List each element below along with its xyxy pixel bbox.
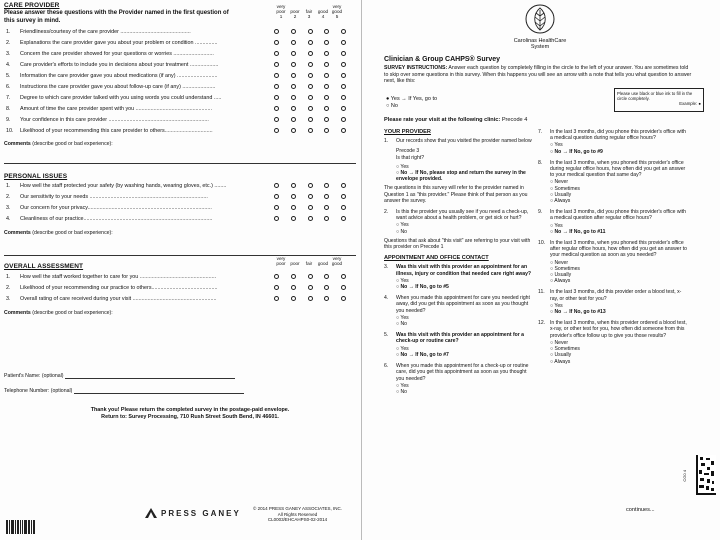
question-1-confirm: Is that right? bbox=[396, 154, 425, 161]
rating-bubble-5[interactable] bbox=[341, 285, 346, 290]
datamatrix-code bbox=[696, 455, 716, 495]
rating-bubble-1[interactable] bbox=[274, 106, 279, 111]
survey-column-right bbox=[538, 129, 688, 365]
q11-yes-option[interactable]: ○ Yes bbox=[550, 302, 563, 309]
continues-label: continues... bbox=[626, 507, 655, 513]
patient-name-field[interactable]: Patient's Name: (optional) bbox=[4, 373, 235, 379]
rating-bubble-1[interactable] bbox=[274, 84, 279, 89]
rating-bubble-3[interactable] bbox=[308, 128, 313, 133]
comments-line bbox=[4, 163, 356, 164]
rating-bubble-2[interactable] bbox=[291, 205, 296, 210]
brand-name: Carolinas HealthCare System bbox=[513, 38, 567, 50]
rating-bubble-1[interactable] bbox=[274, 205, 279, 210]
rating-bubble-3[interactable] bbox=[308, 40, 313, 45]
rating-bubble-5[interactable] bbox=[341, 95, 346, 100]
rating-bubble-4[interactable] bbox=[324, 40, 329, 45]
rating-bubble-3[interactable] bbox=[308, 117, 313, 122]
q8-option-sometimes[interactable]: ○ Sometimes bbox=[550, 185, 580, 192]
rating-bubble-5[interactable] bbox=[341, 117, 346, 122]
survey-column-left bbox=[384, 129, 536, 395]
question-7: 7. In the last 3 months, did you phone this provider's office with a medical question during regular office hours? bbox=[538, 129, 686, 142]
clinic-line: Please rate your visit at the following clinic: Precode 4 bbox=[384, 117, 528, 123]
care-provider-heading: CARE PROVIDER bbox=[4, 2, 60, 9]
q3-no-option[interactable]: ○ No → If No, go to #5 bbox=[396, 284, 449, 291]
rating-bubble-3[interactable] bbox=[308, 95, 313, 100]
q1-yes-option[interactable]: ○ Yes bbox=[396, 163, 409, 170]
rating-bubble-3[interactable] bbox=[308, 296, 313, 301]
rating-bubble-4[interactable] bbox=[324, 194, 329, 199]
rating-bubble-1[interactable] bbox=[274, 296, 279, 301]
question-row: 4. Cleanliness of our practice...................................................................................... bbox=[6, 214, 356, 223]
q1-no-option[interactable]: ○ No → If No, please stop and return the survey in the envelope provided. bbox=[396, 170, 526, 183]
rating-bubble-2[interactable] bbox=[291, 274, 296, 279]
rating-bubble-4[interactable] bbox=[324, 216, 329, 221]
question-2: 2. Is this the provider you usually see if you need a check-up, want advice about a health problem, or get sick or hurt? bbox=[384, 209, 529, 222]
question-row: 3. Our concern for your privacy................................................................................... bbox=[6, 203, 356, 212]
skip-example: ● Yes → If Yes, go to ○ No bbox=[386, 96, 438, 109]
q12-option-never[interactable]: ○ Never bbox=[550, 339, 569, 346]
rating-bubble-3[interactable] bbox=[308, 205, 313, 210]
question-5: 5. Was this visit with this provider an appointment for a check-up or routine care? bbox=[384, 332, 525, 345]
survey-title: Clinician & Group CAHPS® Survey bbox=[384, 56, 501, 63]
rating-bubble-3[interactable] bbox=[308, 183, 313, 188]
q5-no-option[interactable]: ○ No → If No, go to #7 bbox=[396, 351, 449, 358]
q9-yes-option[interactable]: ○ Yes bbox=[550, 222, 563, 229]
q12-option-usually[interactable]: ○ Usually bbox=[550, 352, 572, 359]
q7-no-option[interactable]: ○ No → If No, go to #9 bbox=[550, 148, 603, 155]
rating-bubble-3[interactable] bbox=[308, 285, 313, 290]
rating-bubble-3[interactable] bbox=[308, 84, 313, 89]
personal-issues-comments-label[interactable]: Comments (describe good or bad experience): bbox=[4, 230, 113, 236]
rating-bubble-2[interactable] bbox=[291, 128, 296, 133]
rating-bubble-5[interactable] bbox=[341, 205, 346, 210]
rating-bubble-1[interactable] bbox=[274, 194, 279, 199]
question-row: 6. Instructions the care provider gave you about follow-up care (if any) ...................... bbox=[6, 82, 356, 91]
rating-bubble-2[interactable] bbox=[291, 296, 296, 301]
rating-bubble-4[interactable] bbox=[324, 62, 329, 67]
q10-option-always[interactable]: ○ Always bbox=[550, 278, 571, 285]
rating-bubble-1[interactable] bbox=[274, 40, 279, 45]
rating-bubble-2[interactable] bbox=[291, 106, 296, 111]
rating-bubble-5[interactable] bbox=[341, 40, 346, 45]
rating-bubble-5[interactable] bbox=[341, 106, 346, 111]
telephone-field[interactable]: Telephone Number: (optional) bbox=[4, 388, 244, 394]
copyright-block: © 2014 PRESS GANEY ASSOCIATES, INC. All Rights Reserved CL0003/EHCAHPS0-02-2014 bbox=[253, 506, 342, 522]
question-row: 1. Friendliness/courtesy of the care provider ............................................... bbox=[6, 27, 356, 36]
rating-bubble-5[interactable] bbox=[341, 62, 346, 67]
q2-no-option[interactable]: ○ No bbox=[396, 228, 408, 235]
vertical-form-code: CG0 4 bbox=[682, 470, 687, 482]
rating-bubble-2[interactable] bbox=[291, 73, 296, 78]
rating-bubble-2[interactable] bbox=[291, 183, 296, 188]
rating-bubble-1[interactable] bbox=[274, 51, 279, 56]
question-4: 4. When you made this appointment for care you needed right away, did you get this appointment as soon as you thought you needed? bbox=[384, 295, 530, 314]
q10-option-usually[interactable]: ○ Usually bbox=[550, 272, 572, 279]
care-provider-intro: Please answer these questions with the Provider named in the first question of this survey in mind. bbox=[4, 10, 229, 24]
rating-bubble-3[interactable] bbox=[308, 106, 313, 111]
question-row: 2. Explanations the care provider gave you about your problem or condition ............... bbox=[6, 38, 356, 47]
overall-assessment-heading: OVERALL ASSESSMENT bbox=[4, 263, 84, 270]
rating-bubble-3[interactable] bbox=[308, 51, 313, 56]
question-3: 3. Was this visit with this provider an appointment for an illness, injury or condition that needed care right away? bbox=[384, 264, 532, 277]
q3-yes-option[interactable]: ○ Yes bbox=[396, 277, 409, 284]
q8-option-always[interactable]: ○ Always bbox=[550, 198, 571, 205]
rating-bubble-5[interactable] bbox=[341, 183, 346, 188]
question-10: 10. In the last 3 months, when you phoned this provider's office after regular office hours, how often did you get an answer to your medical question as soon as you needed? bbox=[538, 240, 687, 259]
press-ganey-mark-icon bbox=[145, 508, 157, 518]
q10-option-never[interactable]: ○ Never bbox=[550, 259, 569, 266]
q11-no-option[interactable]: ○ No → If No, go to #13 bbox=[550, 309, 606, 316]
rating-bubble-5[interactable] bbox=[341, 216, 346, 221]
rating-bubble-4[interactable] bbox=[324, 296, 329, 301]
rating-bubble-5[interactable] bbox=[341, 73, 346, 78]
rating-bubble-1[interactable] bbox=[274, 285, 279, 290]
provider-precode: Precode 3 bbox=[396, 148, 420, 155]
rating-bubble-1[interactable] bbox=[274, 95, 279, 100]
barcode bbox=[6, 520, 40, 534]
return-instructions: Thank you! Please return the completed survey in the postage-paid envelope. Return to: Survey Processing, 710 Rush Street South Bend, IN 46601. bbox=[90, 407, 290, 420]
rating-bubble-1[interactable] bbox=[274, 117, 279, 122]
question-row: 3. Concern the care provider showed for your questions or worries ........................... bbox=[6, 49, 356, 58]
rating-bubble-4[interactable] bbox=[324, 73, 329, 78]
question-12: 12. In the last 3 months, when this provider ordered a blood test, x-ray, or other test for you, how often did someone from this provider's office follow up to give you those results? bbox=[538, 320, 687, 339]
personal-issues-heading: PERSONAL ISSUES bbox=[4, 173, 68, 180]
appointment-heading: APPOINTMENT AND OFFICE CONTACT bbox=[384, 255, 489, 262]
q12-option-always[interactable]: ○ Always bbox=[550, 358, 571, 365]
question-6: 6. When you made this appointment for a check-up or routine care, did you get this appointment as soon as you thought you needed? bbox=[384, 363, 529, 382]
rating-bubble-3[interactable] bbox=[308, 73, 313, 78]
question-row: 9. Your confidence in this care provider ................................................................... bbox=[6, 115, 356, 124]
carolinas-healthcare-leaf-icon bbox=[525, 4, 555, 34]
rating-bubble-1[interactable] bbox=[274, 183, 279, 188]
q4-yes-option[interactable]: ○ Yes bbox=[396, 314, 409, 321]
question-9: 9. In the last 3 months, did you phone this provider's office with a medical question after regular office hours? bbox=[538, 209, 686, 222]
q6-no-option[interactable]: ○ No bbox=[396, 388, 408, 395]
scale-header-overall: very very poor poor fair good good bbox=[276, 256, 343, 266]
rating-bubble-4[interactable] bbox=[324, 106, 329, 111]
q8-option-never[interactable]: ○ Never bbox=[550, 179, 569, 186]
rating-bubble-5[interactable] bbox=[341, 29, 346, 34]
rating-bubble-2[interactable] bbox=[291, 62, 296, 67]
page-fold-divider bbox=[361, 0, 362, 540]
q8-option-usually[interactable]: ○ Usually bbox=[550, 191, 572, 198]
rating-bubble-4[interactable] bbox=[324, 274, 329, 279]
rating-bubble-5[interactable] bbox=[341, 274, 346, 279]
q4-no-option[interactable]: ○ No bbox=[396, 321, 408, 328]
q9-no-option[interactable]: ○ No → If No, go to #11 bbox=[550, 228, 606, 235]
rating-bubble-5[interactable] bbox=[341, 84, 346, 89]
question-row: 7. Degree to which care provider talked with you using words you could understand ..... bbox=[6, 93, 356, 102]
rating-bubble-4[interactable] bbox=[324, 128, 329, 133]
rating-bubble-4[interactable] bbox=[324, 84, 329, 89]
rating-bubble-2[interactable] bbox=[291, 84, 296, 89]
q12-option-sometimes[interactable]: ○ Sometimes bbox=[550, 346, 580, 353]
rating-bubble-5[interactable] bbox=[341, 194, 346, 199]
question-8: 8. In the last 3 months, when you phoned this provider's office during regular office hours, how often did you get an answer to your medical question that same day? bbox=[538, 159, 686, 179]
q10-option-sometimes[interactable]: ○ Sometimes bbox=[550, 265, 580, 272]
question-row: 1. How well the staff protected your safety (by washing hands, wearing gloves, etc.) ........ bbox=[6, 181, 356, 190]
q6-yes-option[interactable]: ○ Yes bbox=[396, 382, 409, 389]
rating-bubble-5[interactable] bbox=[341, 51, 346, 56]
rating-bubble-3[interactable] bbox=[308, 194, 313, 199]
rating-bubble-3[interactable] bbox=[308, 29, 313, 34]
rating-bubble-4[interactable] bbox=[324, 51, 329, 56]
q2-yes-option[interactable]: ○ Yes bbox=[396, 222, 409, 229]
rating-bubble-1[interactable] bbox=[274, 274, 279, 279]
your-provider-heading: YOUR PROVIDER bbox=[384, 129, 431, 135]
rating-bubble-2[interactable] bbox=[291, 51, 296, 56]
visit-note: Questions that ask about "this visit" are referring to your visit with this provider on Precode 1 bbox=[384, 237, 531, 251]
rating-bubble-2[interactable] bbox=[291, 29, 296, 34]
question-row: 8. Amount of time the care provider spent with you ................................................... bbox=[6, 104, 356, 113]
brand-block bbox=[510, 4, 570, 50]
provider-note: The questions in this survey will refer to the provider named in Question 1 as "this provider." Please think of that person as you answer the survey. bbox=[384, 185, 528, 204]
right-page bbox=[364, 0, 720, 540]
question-row: 3. Overall rating of care received during your visit ........................................................ bbox=[6, 294, 356, 303]
question-row: 2. Our sensitivity to your needs ............................................................................... bbox=[6, 192, 356, 201]
rating-bubble-2[interactable] bbox=[291, 285, 296, 290]
q7-yes-option[interactable]: ○ Yes bbox=[550, 142, 563, 149]
rating-bubble-1[interactable] bbox=[274, 216, 279, 221]
rating-bubble-3[interactable] bbox=[308, 216, 313, 221]
rating-bubble-1[interactable] bbox=[274, 62, 279, 67]
press-ganey-logo: PRESS GANEY bbox=[145, 508, 241, 518]
rating-bubble-4[interactable] bbox=[324, 183, 329, 188]
rating-bubble-5[interactable] bbox=[341, 128, 346, 133]
rating-bubble-4[interactable] bbox=[324, 117, 329, 122]
survey-instructions: SURVEY INSTRUCTIONS: Answer each question by completely filling in the circle to the left of your answer. You are sometimes told to skip over some questions in this survey. When this happens you will see an arrow with a note that tells you what question to answer next, like this: bbox=[384, 65, 692, 84]
question-row: 4. Care provider's efforts to include you in decisions about your treatment ................... bbox=[6, 60, 356, 69]
scale-header-care: very very poor poor fair good good 1 2 3 4 5 bbox=[276, 4, 343, 19]
question-11: 11. In the last 3 months, did this provider order a blood test, x-ray, or other test for you? bbox=[538, 289, 682, 302]
rating-bubble-2[interactable] bbox=[291, 95, 296, 100]
question-row: 10. Likelihood of your recommending this care provider to others................................ bbox=[6, 126, 356, 135]
rating-bubble-1[interactable] bbox=[274, 128, 279, 133]
rating-bubble-4[interactable] bbox=[324, 285, 329, 290]
care-provider-comments-label[interactable]: Comments (describe good or bad experience): bbox=[4, 141, 113, 147]
rating-bubble-2[interactable] bbox=[291, 216, 296, 221]
rating-bubble-4[interactable] bbox=[324, 29, 329, 34]
rating-bubble-5[interactable] bbox=[341, 296, 346, 301]
question-row: 1. How well the staff worked together to care for you ................................................... bbox=[6, 272, 356, 281]
question-1: 1. Our records show that you visited the provider named below bbox=[384, 138, 532, 145]
rating-bubble-3[interactable] bbox=[308, 274, 313, 279]
rating-bubble-1[interactable] bbox=[274, 29, 279, 34]
question-row: 2. Likelihood of your recommending our practice to others............................................ bbox=[6, 283, 356, 292]
rating-bubble-2[interactable] bbox=[291, 40, 296, 45]
rating-bubble-2[interactable] bbox=[291, 117, 296, 122]
rating-bubble-3[interactable] bbox=[308, 62, 313, 67]
q5-yes-option[interactable]: ○ Yes bbox=[396, 345, 409, 352]
question-row: 5. Information the care provider gave you about medications (if any) ........................... bbox=[6, 71, 356, 80]
rating-bubble-1[interactable] bbox=[274, 73, 279, 78]
rating-bubble-4[interactable] bbox=[324, 205, 329, 210]
rating-bubble-4[interactable] bbox=[324, 95, 329, 100]
rating-bubble-2[interactable] bbox=[291, 194, 296, 199]
ink-instruction-box: Please use black or blue ink to fill in the circle completely. Example: ● bbox=[614, 88, 704, 112]
overall-comments-label[interactable]: Comments (describe good or bad experience): bbox=[4, 310, 113, 316]
